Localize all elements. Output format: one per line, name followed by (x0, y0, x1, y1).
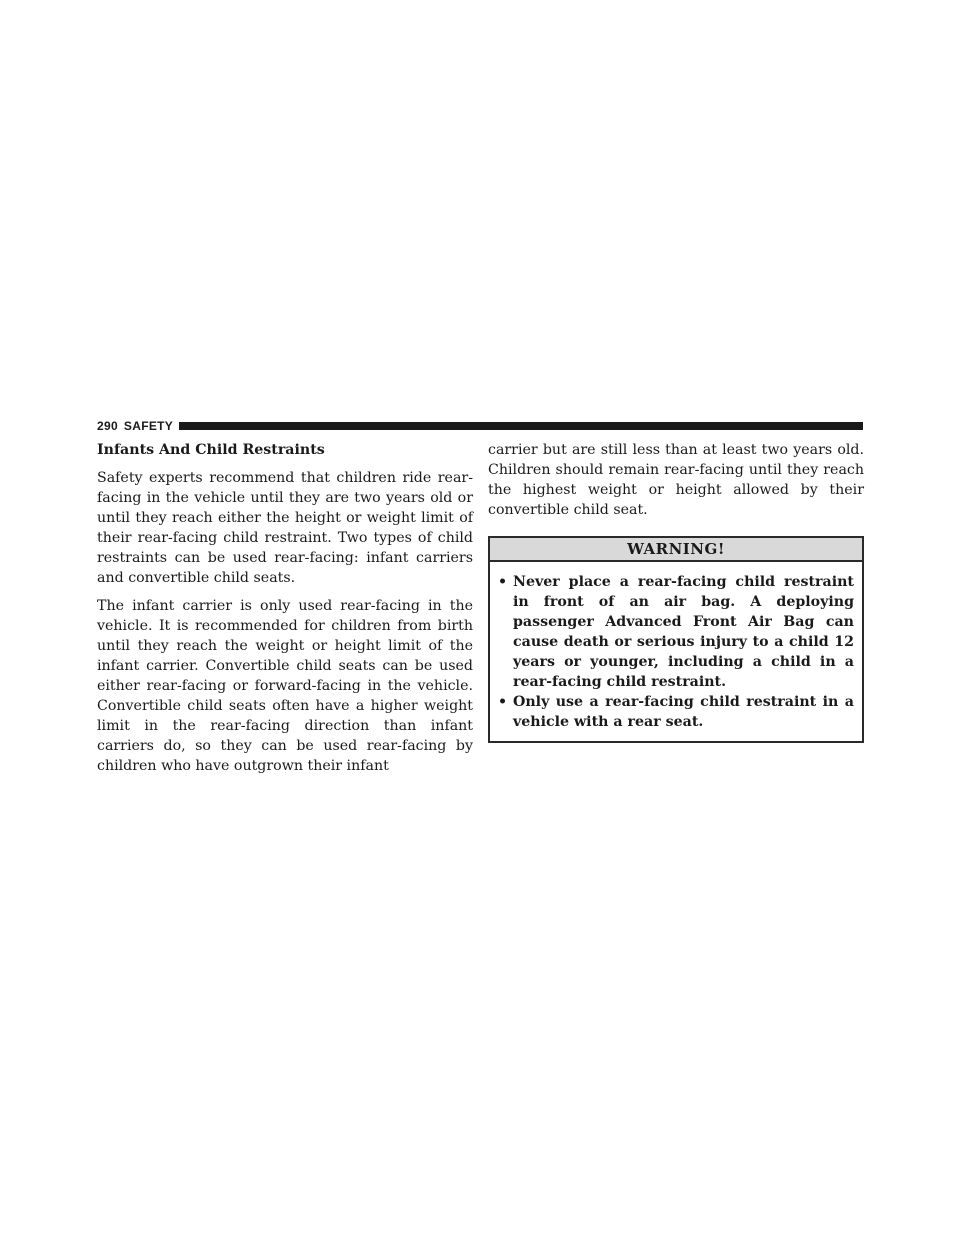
warning-title: WARNING! (490, 538, 862, 562)
bullet-icon: • (498, 574, 508, 590)
body-paragraph: The infant carrier is only used rear-facing in the vehicle. It is recommended for children from birth until they reach the weight or height limit of the infant carrier. Convertible child seats can be used either rear-facing or forward-facing in the vehicle. Convertible child seats often have a higher weight limit in the rear-facing direction than infant carriers do, so they can be used rear-facing by children who have outgrown their infant (97, 598, 473, 774)
warning-item (498, 692, 854, 732)
section-title: SAFETY (123, 419, 174, 433)
warning-text: Only use a rear-facing child restraint in a vehicle with a rear seat. (513, 694, 854, 730)
warning-item (498, 572, 854, 692)
left-column (97, 440, 473, 784)
header-rule (179, 422, 863, 430)
section-heading: Infants And Child Restraints (97, 442, 325, 458)
right-column (488, 440, 864, 743)
body-paragraph: carrier but are still less than at least two years old. Children should remain rear-facing until they reach the highest weight or height allowed by their convertible child seat. (488, 442, 864, 518)
warning-list (490, 562, 862, 741)
warning-text: Never place a rear-facing child restraint in front of an air bag. A deploying passenger Advanced Front Air Bag can cause death or serious injury to a child 12 years or younger, including a child in a rear-facing child restraint. (513, 574, 854, 690)
page-header (97, 418, 863, 434)
page-number: 290 (97, 419, 118, 433)
bullet-icon: • (498, 694, 508, 710)
warning-box (488, 536, 864, 743)
body-paragraph: Safety experts recommend that children ride rear-facing in the vehicle until they are two years old or until they reach either the height or weight limit of their rear-facing child restraint. Two types of child restraints can be used rear-facing: infant carriers and convertible child seats. (97, 470, 473, 586)
